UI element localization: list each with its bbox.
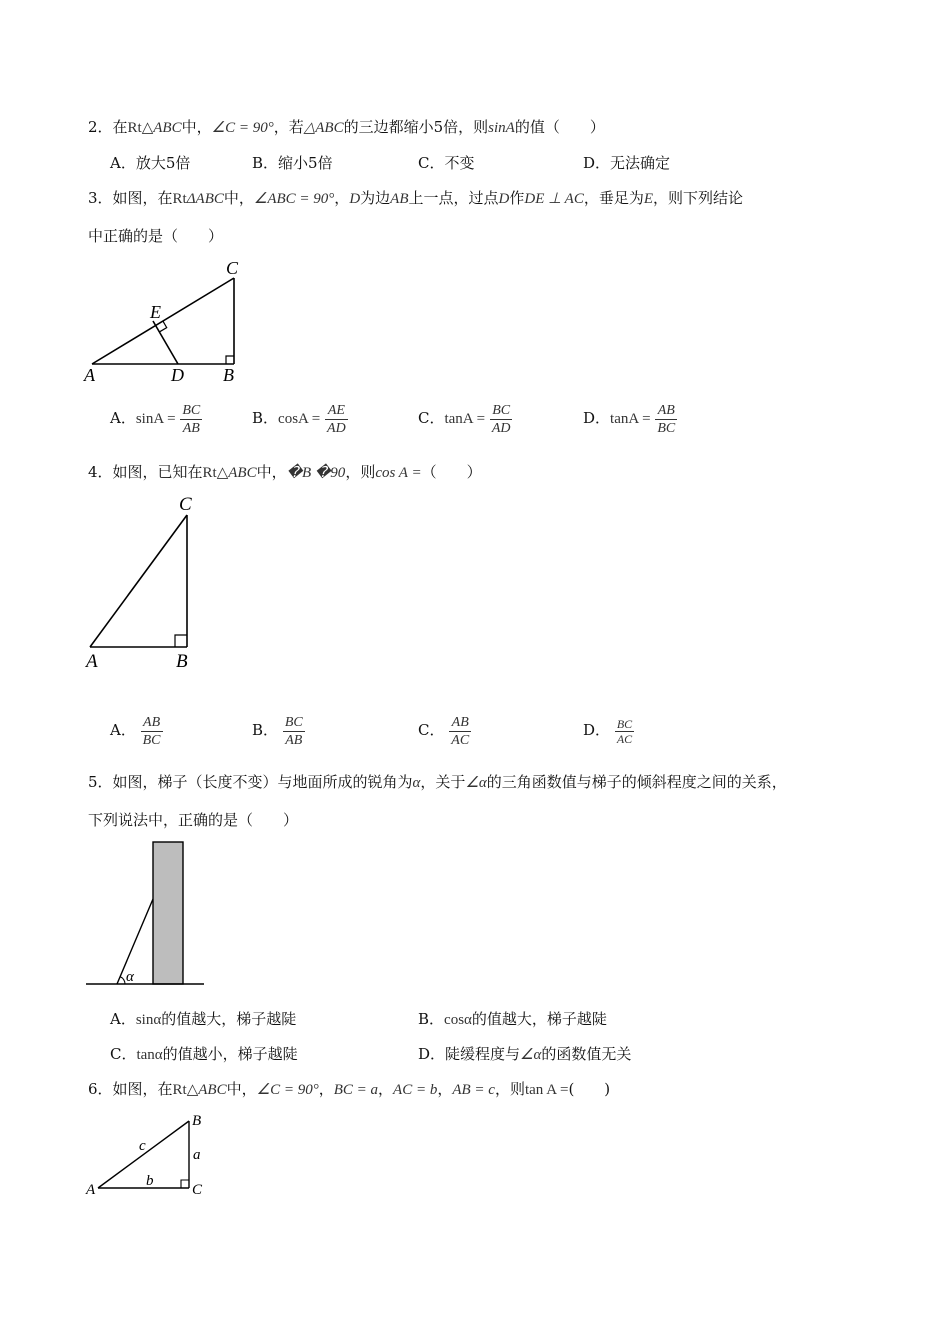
question-3-stem-line2: 中正确的是（ ） [88,227,224,245]
q5-option-b: B．cosα的值越大，梯子越陡 [418,1010,607,1028]
ladder-line [117,899,153,984]
label-a: A [84,365,95,385]
question-3-stem: 3．如图，在RtΔABC中，∠ABC = 90°，D为边AB上一点，过点D作DE ⊥ AC，垂足为E，则下列结论 [88,189,744,207]
question-4-stem: 4．如图，已知在Rt△ABC中，�B �90，则cos A =（ ） [88,463,482,481]
question-5-stem-line2: 下列说法中，正确的是（ ） [88,811,299,829]
q2-option-d: D．无法确定 [583,154,671,172]
question-2-stem: 2．在Rt△ABC中，∠C = 90°，若△ABC的三边都缩小5倍，则sinA的值（ ） [88,118,605,136]
wall-rect [153,842,183,984]
q3-option-c: C．tanA = $\frac{BC}{AD}$ [418,402,511,436]
label-side-c: c [139,1138,146,1154]
q6-triangle-figure [80,1108,220,1200]
q5-ladder-figure [84,838,210,990]
q5-option-d: D．陡缓程度与∠α的函数值无关 [418,1045,632,1063]
label-b: B [192,1113,202,1129]
label-a: A [86,651,98,672]
q4-option-d: D． $\frac{BC}{AC}$ [583,716,633,746]
q3-triangle-figure [80,255,260,387]
label-e: E [150,302,161,322]
q2-option-b: B．缩小5倍 [252,154,333,172]
q4-option-b: B． $\frac{BC}{AB}$ [252,714,303,748]
q3-option-a: A．sinA = $\frac{BC}{AB}$ [110,402,201,436]
label-a: A [86,1182,96,1198]
label-b: B [223,365,234,385]
label-c: C [192,1182,203,1198]
label-c: C [179,494,192,515]
label-c: C [226,258,239,278]
q4-triangle-figure [80,490,210,675]
q4-option-a: A． $\frac{AB}{BC}$ [110,714,161,748]
q4-option-c: C． $\frac{AB}{AC}$ [418,714,470,748]
question-6-stem: 6．如图，在Rt△ABC中，∠C = 90°，BC = a，AC = b，AB = c，则tan A =( ) [88,1080,611,1098]
label-d: D [171,365,184,385]
q2-option-c: C．不变 [418,154,475,172]
question-5-stem: 5．如图，梯子（长度不变）与地面所成的锐角为α，关于∠α的三角函数值与梯子的倾斜程度之间的关系， [88,773,787,791]
label-b: B [176,651,188,672]
q5-option-a: A．sinα的值越大，梯子越陡 [110,1010,297,1028]
label-side-b: b [146,1173,154,1189]
label-side-a: a [193,1147,201,1163]
q2-option-a: A．放大5倍 [110,154,191,172]
q5-option-c: C．tanα的值越小，梯子越陡 [110,1045,298,1063]
q3-option-d: D．tanA = $\frac{AB}{BC}$ [583,402,676,436]
q3-option-b: B．cosA = $\frac{AE}{AD}$ [252,402,346,436]
alpha-label: α [126,969,134,985]
